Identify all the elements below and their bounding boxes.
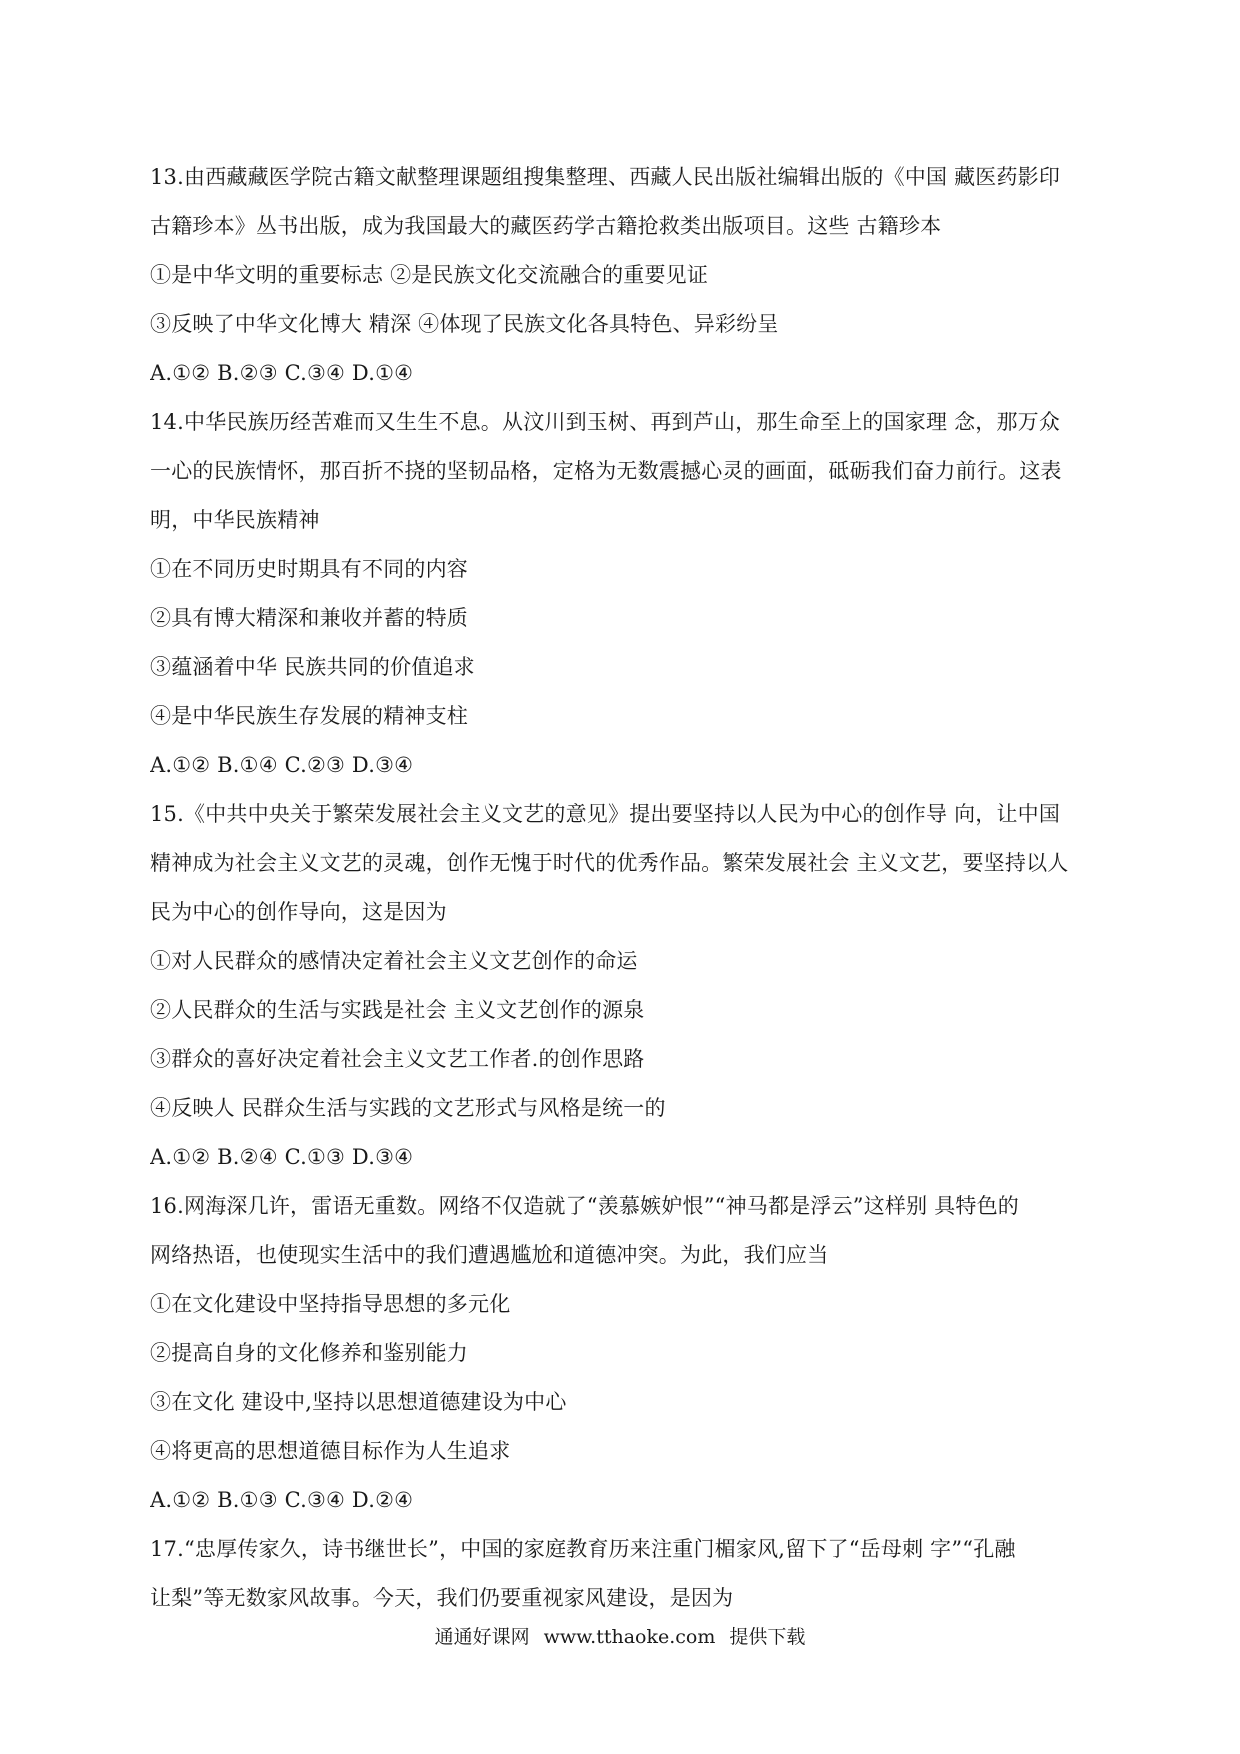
text-line: 让梨”等无数家风故事。今天，我们仍要重视家风建设，是因为 (150, 1586, 734, 1610)
text-line: 网络热语，也使现实生活中的我们遭遇尴尬和道德冲突。为此，我们应当 (150, 1243, 829, 1267)
footer-site-name: 通通好课网 (434, 1626, 530, 1648)
text-line: 古籍珍本》丛书出版，成为我国最大的藏医药学古籍抢救类出版项目。这些 古籍珍本 (150, 214, 942, 238)
answer-options: A.①② B.②④ C.①③ D.③④ (150, 1145, 414, 1169)
answer-options: A.①② B.②③ C.③④ D.①④ (150, 361, 414, 385)
text-line: ②提高自身的文化修养和鉴别能力 (150, 1341, 468, 1365)
answer-options: A.①② B.①④ C.②③ D.③④ (150, 753, 414, 777)
text-line: ④将更高的思想道德目标作为人生追求 (150, 1439, 511, 1463)
text-line: 13.由西藏藏医学院古籍文献整理课题组搜集整理、西藏人民出版社编辑出版的《中国 藏医药影印 (150, 165, 1061, 189)
text-line: 17.“忠厚传家久，诗书继世长”，中国的家庭教育历来注重门楣家风,留下了“岳母刺 字”“孔融 (150, 1537, 1016, 1561)
text-line: ①在不同历史时期具有不同的内容 (150, 557, 468, 581)
text-line: 民为中心的创作导向，这是因为 (150, 900, 447, 924)
question-content (150, 153, 1100, 1623)
answer-options: A.①② B.①③ C.③④ D.②④ (150, 1488, 414, 1512)
text-line: ③反映了中华文化博大 精深 ④体现了民族文化各具特色、异彩纷呈 (150, 312, 779, 336)
text-line: ④反映人 民群众生活与实践的文艺形式与风格是统一的 (150, 1096, 666, 1120)
page-footer (0, 1622, 1240, 1652)
text-line: 明，中华民族精神 (150, 508, 320, 532)
text-line: 精神成为社会主义文艺的灵魂，创作无愧于时代的优秀作品。繁荣发展社会 主义文艺，要坚持以人 (150, 851, 1069, 875)
text-line: 16.网海深几许，雷语无重数。网络不仅造就了“羡慕嫉妒恨”“神马都是浮云”这样别 具特色的 (150, 1194, 1020, 1218)
text-line: ③在文化 建设中,坚持以思想道德建设为中心 (150, 1390, 567, 1414)
footer-note: 提供下载 (729, 1626, 806, 1648)
text-line: ①对人民群众的感情决定着社会主义文艺创作的命运 (150, 949, 638, 973)
footer-url: www.tthaoke.com (543, 1626, 716, 1648)
text-line: ③蕴涵着中华 民族共同的价值追求 (150, 655, 475, 679)
text-line: ④是中华民族生存发展的精神支柱 (150, 704, 468, 728)
text-line: 14.中华民族历经苦难而又生生不息。从汶川到玉树、再到芦山，那生命至上的国家理 念，那万众 (150, 410, 1061, 434)
text-line: 一心的民族情怀，那百折不挠的坚韧品格，定格为无数震撼心灵的画面，砥砺我们奋力前行。这表 (150, 459, 1062, 483)
text-line: ③群众的喜好决定着社会主义文艺工作者.的创作思路 (150, 1047, 645, 1071)
text-line: ②人民群众的生活与实践是社会 主义文艺创作的源泉 (150, 998, 645, 1022)
text-line: 15.《中共中央关于繁荣发展社会主义文艺的意见》提出要坚持以人民为中心的创作导 向，让中国 (150, 802, 1061, 826)
text-line: ①是中华文明的重要标志 ②是民族文化交流融合的重要见证 (150, 263, 709, 287)
text-line: ②具有博大精深和兼收并蓄的特质 (150, 606, 468, 630)
text-line: ①在文化建设中坚持指导思想的多元化 (150, 1292, 511, 1316)
